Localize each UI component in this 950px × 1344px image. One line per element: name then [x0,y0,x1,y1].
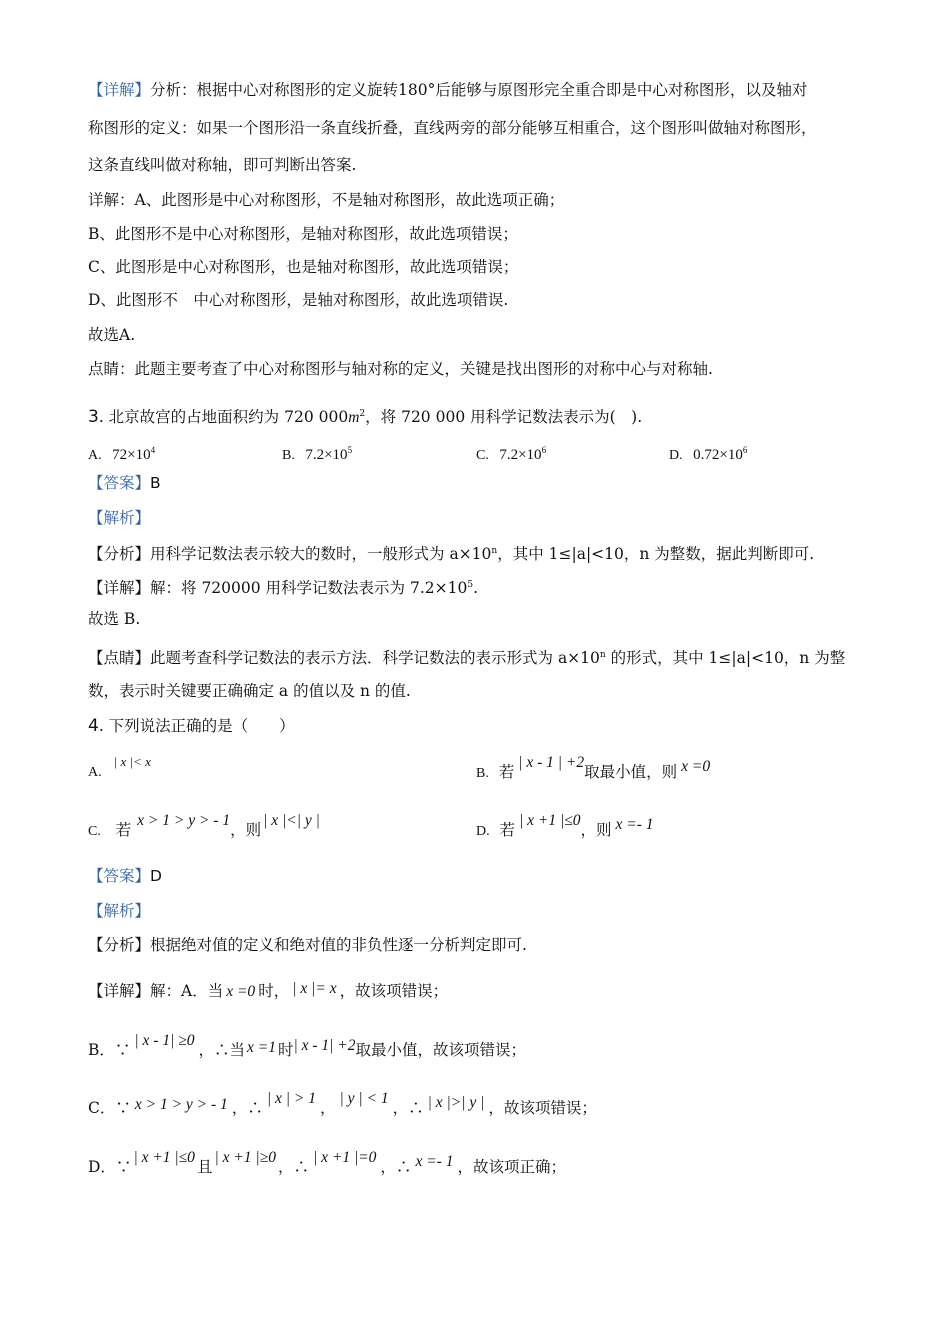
q3-fenxi: 【分析】用科学记数法表示较大的数时，一般形式为 $a\times 10^n$，其中 1≤|a|<10，n 为整数，据此判断即可. [88,545,815,563]
q4-b-math: | x - 1 | +2 [518,754,585,771]
prev-detail-line-3: 这条直线叫做对称轴，即可判断出答案. [88,156,357,174]
answer-tag: 【答案】 [88,867,151,885]
q4-option-a: A.| x |< x [88,754,151,780]
q4-xiangjie-c: C．∵ x > 1 > y > - 1 ，∴| x | > 1，| y | < 1，∴ | x |>| y | ，故该项错误； [88,1090,597,1117]
q3-option-d: D. $0.72\times 10^6$ [669,445,748,463]
prev-choose-line: 故选A. [88,326,136,344]
q3-option-c: C. $7.2\times 10^6$ [476,445,547,463]
prev-detail-line-4: 详解：A、此图形是中心对称图形，不是轴对称图形，故此选项正确； [88,191,565,209]
q4-xiangjie-d: D．∵| x +1 |≤0且| x +1 |≥0，∴| x +1 |=0，∴ x =- 1 ，故该项正确； [88,1149,566,1176]
answer-tag: 【答案】 [88,474,151,492]
prev-detail-line-6: C、此图形是中心对称图形，也是轴对称图形，故此选项错误； [88,258,519,276]
q4-xiangjie-a: 【详解】解：A．当 x =0 时， | x |= x ，故该项错误； [88,980,449,1000]
q3-analysis-tag: 【解析】 [88,509,151,527]
q4-stem: 4. 下列说法正确的是（ ） [88,716,295,736]
answer-value: D [150,867,162,885]
q3-xiangjie: 【详解】解：将 720000 用科学记数法表示为 $7.2\times 10^5$. [88,579,478,597]
q3-choose: 故选 B. [88,610,141,628]
q4-option-d: D. 若| x +1 |≤0，则 x =- 1 [476,812,654,839]
q3-option-b: B. $7.2\times 10^5$ [282,445,353,463]
prev-detail-line-2: 称图形的定义：如果一个图形沿一条直线折叠，直线两旁的部分能够互相重合，这个图形叫做轴对称图形， [88,119,817,137]
q4-d-math: | x +1 |≤0 [519,812,581,829]
q4-analysis-tag: 【解析】 [88,902,151,920]
answer-value: B [150,474,161,492]
q4-option-b: B. 若| x - 1 | +2取最小值，则 x =0 [476,754,711,781]
prev-detail-line-5: B、此图形不是中心对称图形，是轴对称图形，故此选项错误； [88,225,518,243]
q4-number: 4 [88,716,99,736]
q4-answer [88,866,162,886]
prev-remark-line: 点睛：此题主要考查了中心对称图形与轴对称的定义，关键是找出图形的对称中心与对称轴. [88,360,713,378]
detail-tag: 【详解】 [88,81,151,99]
q3-dianjing-2: 数，表示时关键要正确确定 a 的值以及 n 的值. [88,682,411,700]
q4-option-c: C. 若x > 1 > y > - 1，则| x |<| y | [88,812,320,839]
q4-fenxi: 【分析】根据绝对值的定义和绝对值的非负性逐一分析判定即可. [88,936,527,954]
q4-xiangjie-b: B．∵| x - 1| ≥0，∴当 x =1 时| x - 1| +2取最小值，故该项错误； [88,1032,527,1059]
q3-answer [88,473,161,493]
prev-detail-line-7: D、此图形不 中心对称图形，是轴对称图形，故此选项错误. [88,291,509,309]
prev-detail-line-1 [88,80,807,100]
q3-option-a: A. $72\times 10^4$ [88,445,156,463]
q3-number: 3 [88,407,99,427]
q4-a-math: | x |< x [113,754,151,769]
q3-stem: 3. 北京故宫的占地面积约为 720 $000m^2$，将 720 000 用科学记数法表示为( ). [88,407,643,427]
q3-dianjing-1: 【点睛】此题考查科学记数法的表示方法．科学记数法的表示形式为 $a\times 10^n$ 的形式，其中 1≤|a|<10，n 为整 [88,649,846,667]
q4-c-math: x > 1 > y > - 1 [137,812,231,829]
detail-text: 分析：根据中心对称图形的定义旋转180°后能够与原图形完全重合即是中心对称图形，以及轴对 [150,81,808,99]
